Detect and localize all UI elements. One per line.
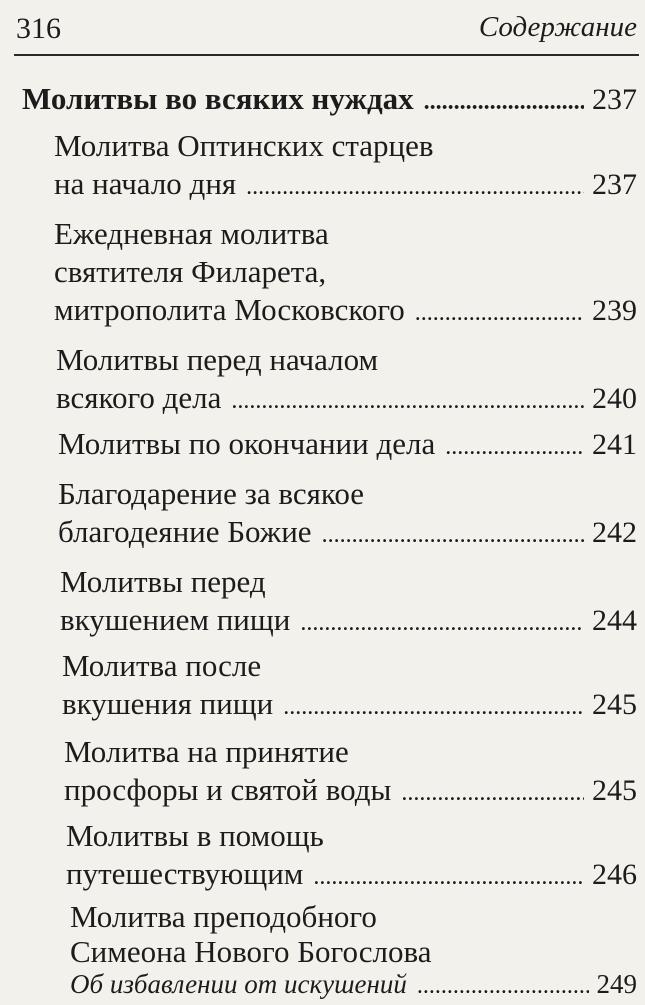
toc-entry-line: Молитвы перед	[60, 564, 266, 599]
page-header	[0, 0, 645, 62]
toc-entry-line: Молитва после	[62, 648, 262, 683]
toc-entry[interactable]	[58, 513, 637, 554]
toc-entry-line: митрополита Московского	[54, 292, 405, 327]
toc-entry-line: Молитва Оптинских старцев	[54, 128, 434, 163]
toc-entry-line: Молитвы перед началом	[56, 342, 379, 377]
toc-entry[interactable]	[60, 601, 637, 642]
leader-dots	[283, 688, 584, 726]
toc-entry-line: всякого дела	[56, 380, 222, 415]
toc-entry[interactable]	[54, 165, 637, 206]
leader-dots	[417, 967, 589, 1005]
toc-entry[interactable]	[56, 379, 637, 420]
toc-entry-line: Молитвы в помощь	[66, 818, 324, 853]
leader-dots	[445, 428, 584, 466]
toc-entry[interactable]	[70, 965, 637, 1005]
toc-entry-page: 242	[592, 516, 637, 549]
toc-entry-page: 245	[592, 774, 637, 807]
page-number: 316	[16, 12, 61, 45]
header-rule	[14, 54, 639, 56]
toc-entry-page: 245	[592, 688, 637, 721]
toc-entry-line: Молитва на принятие	[64, 734, 349, 769]
toc-entry-line: Молитвы по окончании дела	[58, 426, 436, 461]
toc-entry-line: вкушением пищи	[60, 602, 291, 637]
toc-main-entry[interactable]	[22, 80, 637, 121]
toc-entry-line: Об избавлении от искушений	[70, 969, 407, 999]
toc-entry[interactable]	[58, 425, 637, 466]
toc-entry-title: Молитвы во всяких нуждах	[22, 81, 414, 116]
toc-entry-line: Молитва преподобного	[70, 899, 377, 934]
leader-dots	[246, 168, 584, 206]
toc-entry-line: Симеона Нового Богослова	[70, 934, 432, 969]
section-title: Содержание	[478, 11, 637, 43]
leader-dots	[231, 382, 584, 420]
toc-entry-line: просфоры и святой воды	[64, 772, 392, 807]
leader-dots	[401, 774, 584, 812]
toc-entry[interactable]	[62, 685, 637, 726]
toc-entry-page: 237	[592, 168, 637, 201]
toc-entry-line: благодеяние Божие	[58, 514, 312, 549]
toc-entry-page: 241	[592, 428, 637, 461]
leader-dots	[415, 294, 584, 332]
leader-dots	[313, 858, 584, 896]
toc-entry-page: 249	[596, 969, 637, 999]
toc-entry-line: путешествующим	[66, 856, 304, 891]
toc-entry-page: 246	[592, 858, 637, 891]
toc-entry[interactable]	[66, 855, 637, 896]
toc-entry-line: на начало дня	[54, 166, 237, 201]
toc-entry-line: Благодарение за всякое	[58, 476, 365, 511]
leader-dots	[300, 604, 584, 642]
toc-entry-line: святителя Филарета,	[54, 254, 327, 289]
toc-entry-page: 239	[592, 294, 637, 327]
toc-entry-line: вкушения пищи	[62, 686, 274, 721]
toc-entry-page: 240	[592, 382, 637, 415]
toc-entry-line: Ежедневная молитва	[54, 216, 329, 251]
toc-entry[interactable]	[64, 771, 637, 812]
leader-dots	[424, 83, 584, 121]
toc-entry-page: 244	[592, 604, 637, 637]
toc-entry[interactable]	[54, 291, 637, 332]
leader-dots	[322, 516, 584, 554]
toc-entry-page: 237	[592, 83, 637, 116]
